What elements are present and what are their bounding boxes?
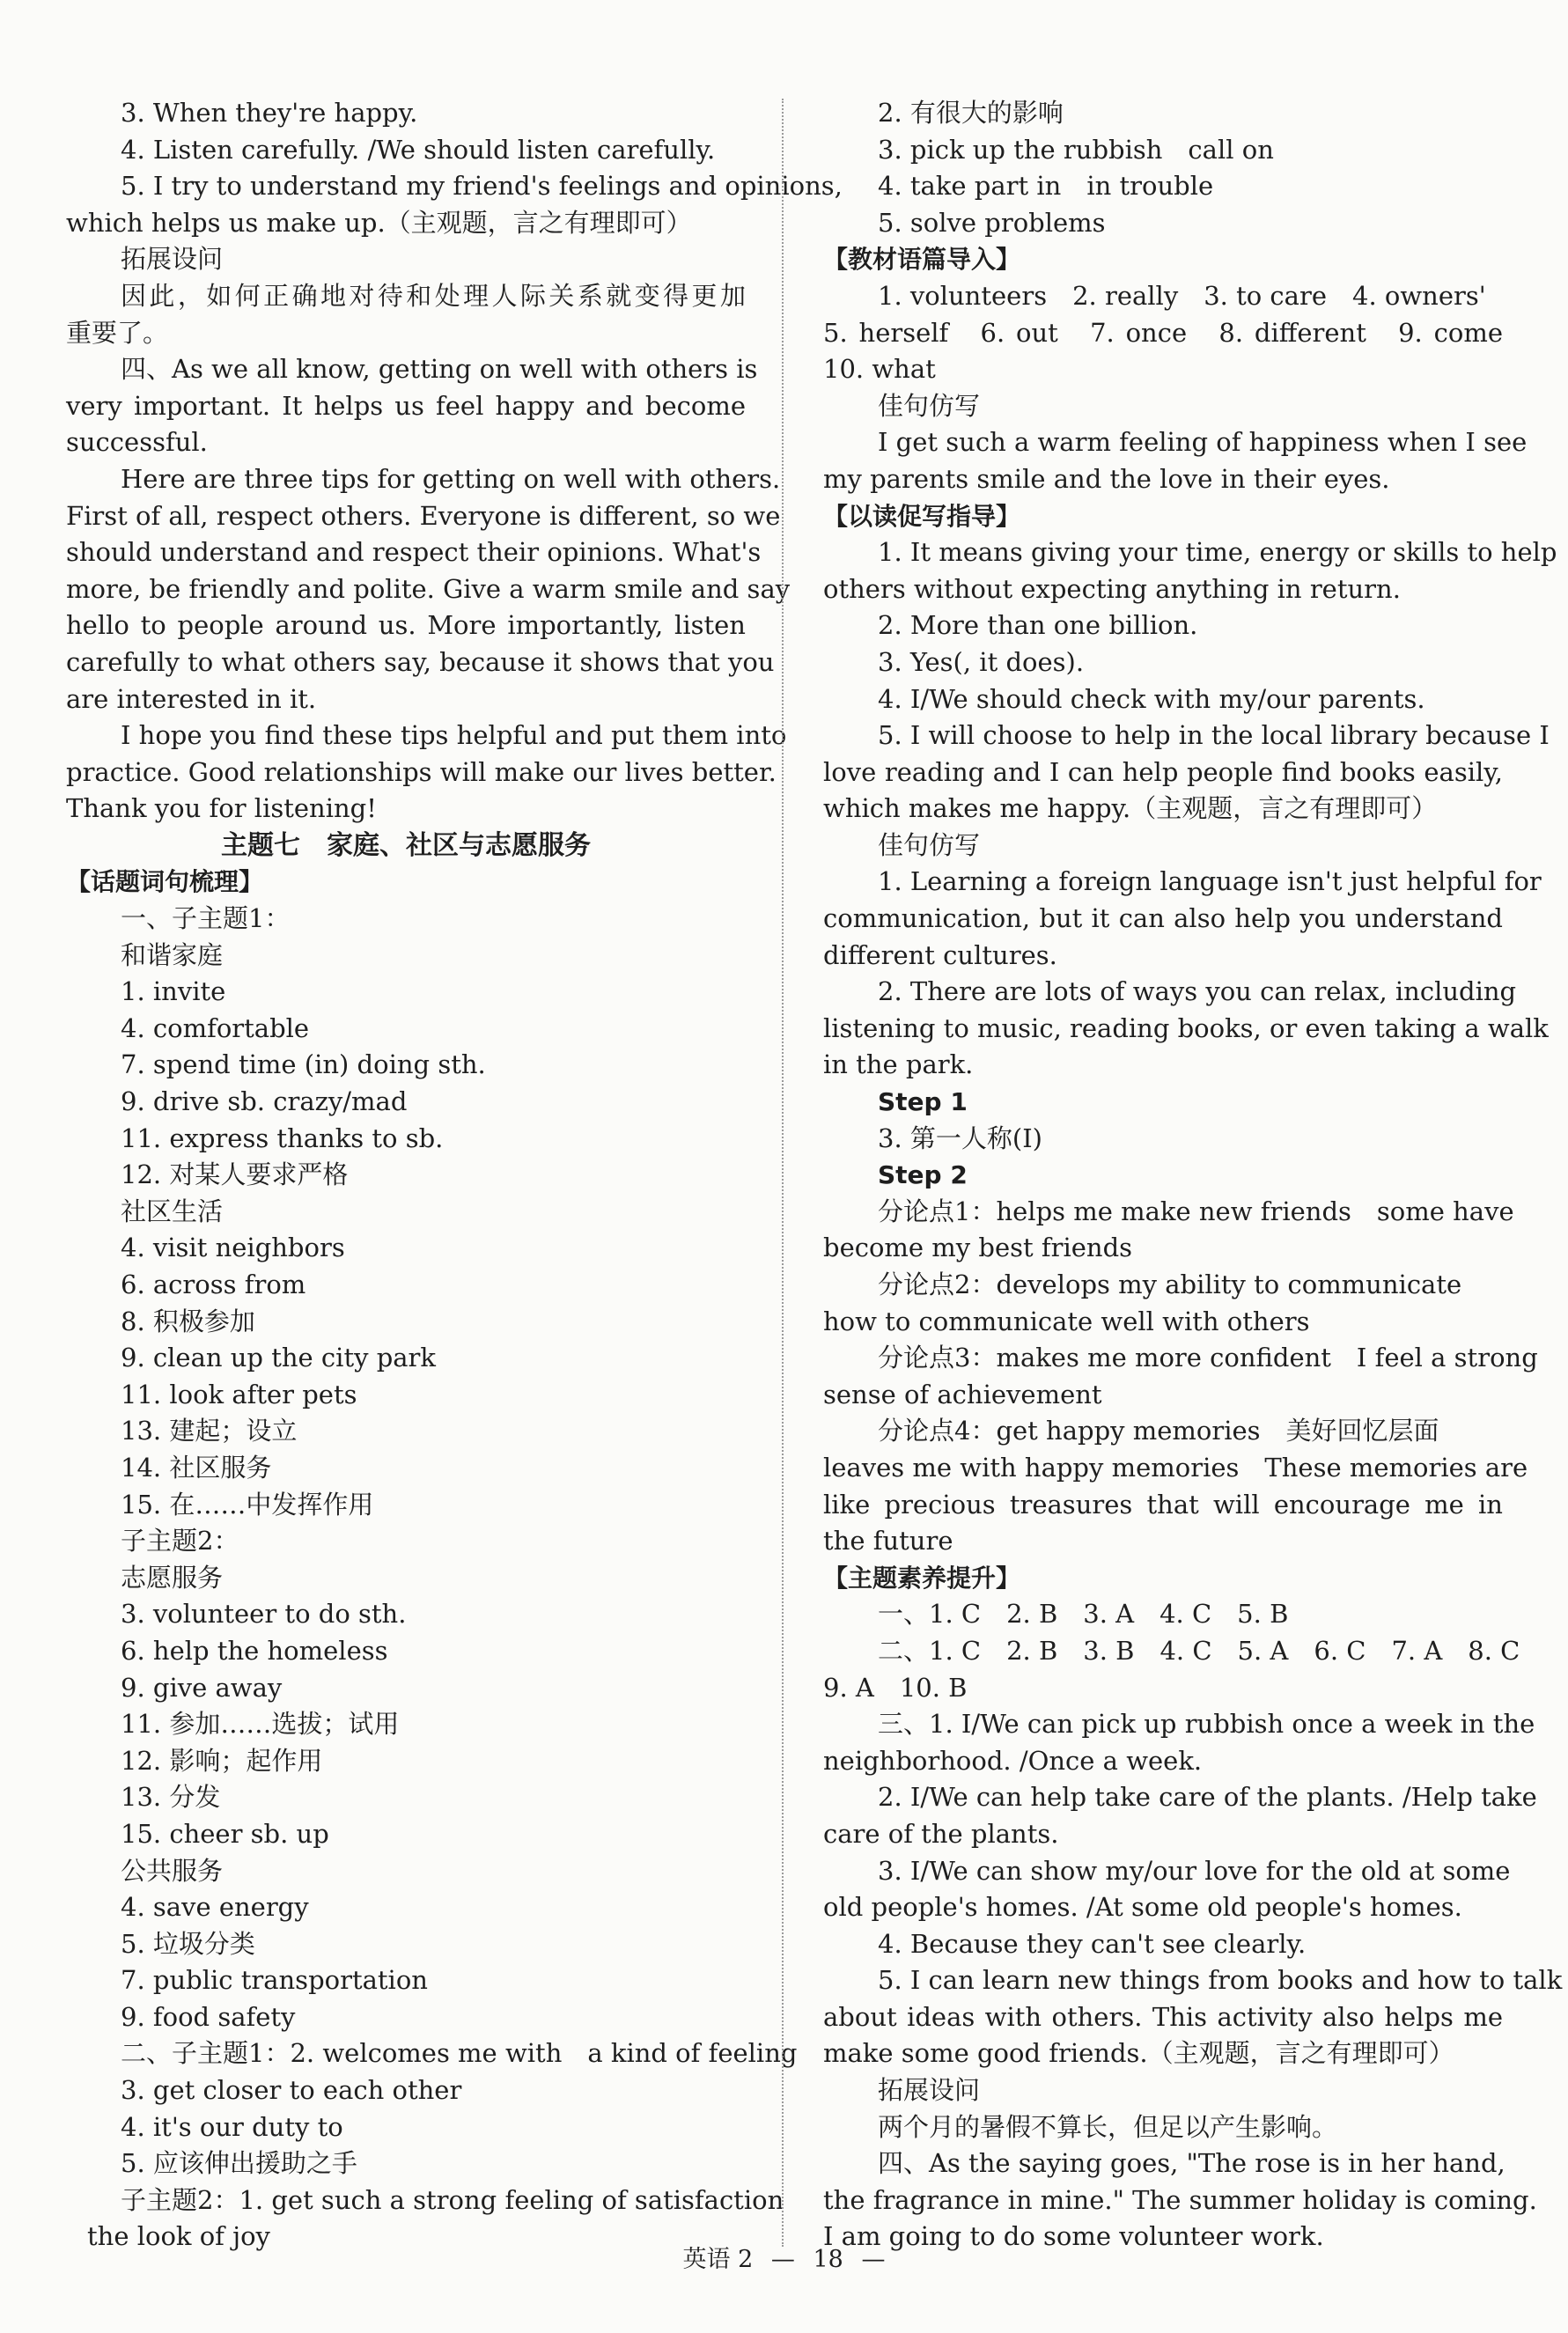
left-line: more, be friendly and polite. Give a warm smile and say bbox=[66, 573, 791, 604]
right-line: 分论点4：get happy memories 美好回忆层面 bbox=[878, 1416, 1439, 1446]
left-line: are interested in it. bbox=[66, 683, 317, 714]
footer-subject: 英语 2 bbox=[682, 2246, 754, 2273]
left-line: 12. 对某人要求严格 bbox=[121, 1159, 349, 1190]
right-step-label: Step 1 bbox=[878, 1087, 968, 1117]
left-line: 5. 应该伸出援助之手 bbox=[121, 2148, 357, 2179]
right-line: love reading and I can help people find books easily, bbox=[823, 756, 1503, 787]
left-column bbox=[66, 95, 843, 2256]
left-line: 4. it's our duty to bbox=[121, 2111, 343, 2142]
right-line: 一、1. C 2. B 3. A 4. C 5. B bbox=[878, 1599, 1289, 1630]
right-line: the future bbox=[823, 1526, 953, 1557]
left-line: 14. 社区服务 bbox=[121, 1452, 272, 1483]
left-line: 6. across from bbox=[121, 1270, 306, 1299]
left-line: 7. spend time (in) doing sth. bbox=[121, 1049, 486, 1080]
left-line: 公共服务 bbox=[121, 1855, 224, 1886]
right-line: 1. Learning a foreign language isn't just helpful for bbox=[878, 866, 1542, 897]
footer-dash-right: — bbox=[861, 2246, 886, 2273]
right-column bbox=[823, 95, 1563, 2256]
right-line: 4. Because they can't see clearly. bbox=[878, 1928, 1307, 1959]
left-line: 子主题2：1. get such a strong feeling of satisfaction bbox=[121, 2184, 784, 2215]
left-line: 4. comfortable bbox=[121, 1012, 310, 1043]
right-line: the fragrance in mine." The summer holiday is coming. bbox=[823, 2184, 1537, 2215]
left-line: 社区生活 bbox=[121, 1196, 224, 1226]
right-line: 2. 有很大的影响 bbox=[878, 98, 1064, 128]
left-line: hello to people around us. More importantly, listen bbox=[66, 610, 746, 641]
right-line: 10. what bbox=[823, 354, 936, 385]
left-section-heading: 【话题词句梳理】 bbox=[66, 867, 264, 897]
footer-page-number: 18 bbox=[813, 2246, 843, 2273]
left-line: 11. express thanks to sb. bbox=[121, 1122, 444, 1153]
right-section-heading: 【主题素养提升】 bbox=[823, 1563, 1021, 1593]
left-line: Here are three tips for getting on well with others. bbox=[121, 463, 781, 494]
right-line: 3. I/We can show my/our love for the old at some bbox=[878, 1855, 1511, 1886]
left-line: 5. 垃圾分类 bbox=[121, 1928, 255, 1959]
right-line: 2. More than one billion. bbox=[878, 610, 1198, 641]
left-line: 15. 在……中发挥作用 bbox=[121, 1489, 374, 1520]
right-line: 3. 第一人称(I) bbox=[878, 1122, 1042, 1153]
left-line: 9. give away bbox=[121, 1672, 283, 1703]
left-line: 7. public transportation bbox=[121, 1965, 428, 1996]
right-line: make some good friends.（主观题，言之有理即可） bbox=[823, 2038, 1454, 2069]
right-line: care of the plants. bbox=[823, 1818, 1059, 1849]
right-line: 5. solve problems bbox=[878, 207, 1106, 238]
left-line: Thank you for listening! bbox=[66, 793, 377, 824]
left-line: which helps us make up.（主观题，言之有理即可） bbox=[66, 207, 692, 238]
left-line: 13. 建起；设立 bbox=[121, 1416, 298, 1446]
right-line: I get such a warm feeling of happiness when I see bbox=[878, 427, 1528, 458]
right-line: 两个月的暑假不算长，但足以产生影响。 bbox=[878, 2111, 1338, 2142]
left-line: First of all, respect others. Everyone is different, so we bbox=[66, 500, 781, 531]
left-line: should understand and respect their opinions. What's bbox=[66, 537, 762, 568]
right-line: 2. I/We can help take care of the plants. /Help take bbox=[878, 1782, 1537, 1813]
footer-dash-left: — bbox=[770, 2246, 795, 2273]
right-line: neighborhood. /Once a week. bbox=[823, 1745, 1203, 1776]
left-line: 5. I try to understand my friend's feelings and opinions, bbox=[121, 171, 843, 202]
right-line: 拓展设问 bbox=[878, 2075, 981, 2106]
left-line: 8. 积极参加 bbox=[121, 1306, 255, 1336]
left-line: carefully to what others say, because it shows that you bbox=[66, 646, 775, 677]
right-line: old people's homes. /At some old people's homes. bbox=[823, 1892, 1462, 1923]
left-line: practice. Good relationships will make our lives better. bbox=[66, 756, 777, 787]
left-line: 11. 参加……选拔；试用 bbox=[121, 1709, 400, 1740]
right-line: 分论点3：makes me more confident I feel a strong bbox=[878, 1343, 1538, 1373]
right-line: others without expecting anything in return. bbox=[823, 573, 1401, 604]
left-line: 9. drive sb. crazy/mad bbox=[121, 1086, 408, 1117]
left-line: 3. When they're happy. bbox=[121, 98, 418, 128]
left-line: 重要了。 bbox=[66, 317, 169, 348]
left-line: 拓展设问 bbox=[121, 244, 224, 275]
left-line: 1. invite bbox=[121, 976, 226, 1007]
left-line: 3. volunteer to do sth. bbox=[121, 1599, 407, 1630]
left-line: 和谐家庭 bbox=[121, 939, 224, 970]
page-footer bbox=[0, 2242, 1568, 2278]
left-line: I hope you find these tips helpful and put them into bbox=[121, 720, 787, 751]
left-line: 3. get closer to each other bbox=[121, 2075, 462, 2106]
right-line: leaves me with happy memories These memories are bbox=[823, 1452, 1528, 1483]
left-line: 4. Listen carefully. /We should listen carefully. bbox=[121, 134, 716, 165]
left-line: 9. clean up the city park bbox=[121, 1343, 436, 1373]
right-line: about ideas with others. This activity also helps me bbox=[823, 2001, 1503, 2032]
right-line: 3. Yes(, it does). bbox=[878, 646, 1085, 677]
right-line: in the park. bbox=[823, 1049, 974, 1080]
left-line: 子主题2： bbox=[121, 1526, 239, 1557]
right-line: 5. I will choose to help in the local library because I bbox=[878, 720, 1550, 751]
right-line: 1. It means giving your time, energy or skills to help bbox=[878, 537, 1557, 568]
left-line: 4. save energy bbox=[121, 1892, 309, 1923]
right-line: my parents smile and the love in their eyes. bbox=[823, 463, 1390, 494]
right-line: how to communicate well with others bbox=[823, 1306, 1310, 1336]
right-line: 分论点2：develops my ability to communicate bbox=[878, 1270, 1462, 1299]
right-line: 5. I can learn new things from books and how to talk bbox=[878, 1965, 1563, 1996]
right-line: 4. take part in in trouble bbox=[878, 171, 1214, 202]
left-line: 15. cheer sb. up bbox=[121, 1818, 329, 1849]
right-line: sense of achievement bbox=[823, 1379, 1102, 1409]
right-line: 佳句仿写 bbox=[878, 829, 981, 860]
left-line: 12. 影响；起作用 bbox=[121, 1745, 323, 1776]
left-line: the look of joy bbox=[87, 2221, 270, 2252]
left-line: successful. bbox=[66, 427, 208, 458]
right-line: 4. I/We should check with my/our parents. bbox=[878, 683, 1425, 714]
left-line: 一、子主题1： bbox=[121, 903, 291, 934]
right-line: 二、1. C 2. B 3. B 4. C 5. A 6. C 7. A 8. C bbox=[878, 1635, 1520, 1666]
left-line: 4. visit neighbors bbox=[121, 1233, 345, 1263]
right-line: 三、1. I/We can pick up rubbish once a week in the bbox=[878, 1709, 1535, 1740]
left-line: 13. 分发 bbox=[121, 1782, 221, 1813]
left-line: 6. help the homeless bbox=[121, 1635, 388, 1666]
left-topic-title: 主题七 家庭、社区与志愿服务 bbox=[221, 829, 591, 861]
left-line: 因此，如何正确地对待和处理人际关系就变得更加 bbox=[121, 280, 746, 311]
right-section-heading: 【教材语篇导入】 bbox=[823, 245, 1021, 275]
right-line: like precious treasures that will encourage me in bbox=[823, 1489, 1503, 1520]
right-section-heading: 【以读促写指导】 bbox=[823, 501, 1021, 531]
left-line: 志愿服务 bbox=[121, 1562, 224, 1593]
left-line: 二、子主题1：2. welcomes me with a kind of feeling bbox=[121, 2038, 798, 2069]
right-line: 1. volunteers 2. really 3. to care 4. owners' bbox=[878, 280, 1486, 311]
right-line: I am going to do some volunteer work. bbox=[823, 2221, 1324, 2252]
right-step-label: Step 2 bbox=[878, 1160, 968, 1190]
right-line: 5. herself 6. out 7. once 8. different 9. come bbox=[823, 317, 1503, 348]
right-line: communication, but it can also help you understand bbox=[823, 903, 1503, 934]
column-divider bbox=[782, 99, 784, 2247]
right-line: different cultures. bbox=[823, 939, 1057, 970]
left-line: very important. It helps us feel happy and become bbox=[66, 390, 746, 421]
right-line: 四、As the saying goes, "The rose is in her hand, bbox=[878, 2148, 1505, 2179]
right-line: which makes me happy.（主观题，言之有理即可） bbox=[823, 793, 1438, 824]
right-line: 佳句仿写 bbox=[878, 390, 981, 421]
right-line: 2. There are lots of ways you can relax, including bbox=[878, 976, 1517, 1007]
left-line: 9. food safety bbox=[121, 2001, 296, 2032]
right-line: 3. pick up the rubbish call on bbox=[878, 134, 1274, 165]
right-line: become my best friends bbox=[823, 1233, 1133, 1263]
left-line: 四、As we all know, getting on well with others is bbox=[121, 354, 758, 385]
right-line: 9. A 10. B bbox=[823, 1672, 968, 1703]
left-line: 11. look after pets bbox=[121, 1379, 357, 1409]
right-line: listening to music, reading books, or even taking a walk bbox=[823, 1012, 1549, 1043]
right-line: 分论点1：helps me make new friends some have bbox=[878, 1196, 1514, 1226]
